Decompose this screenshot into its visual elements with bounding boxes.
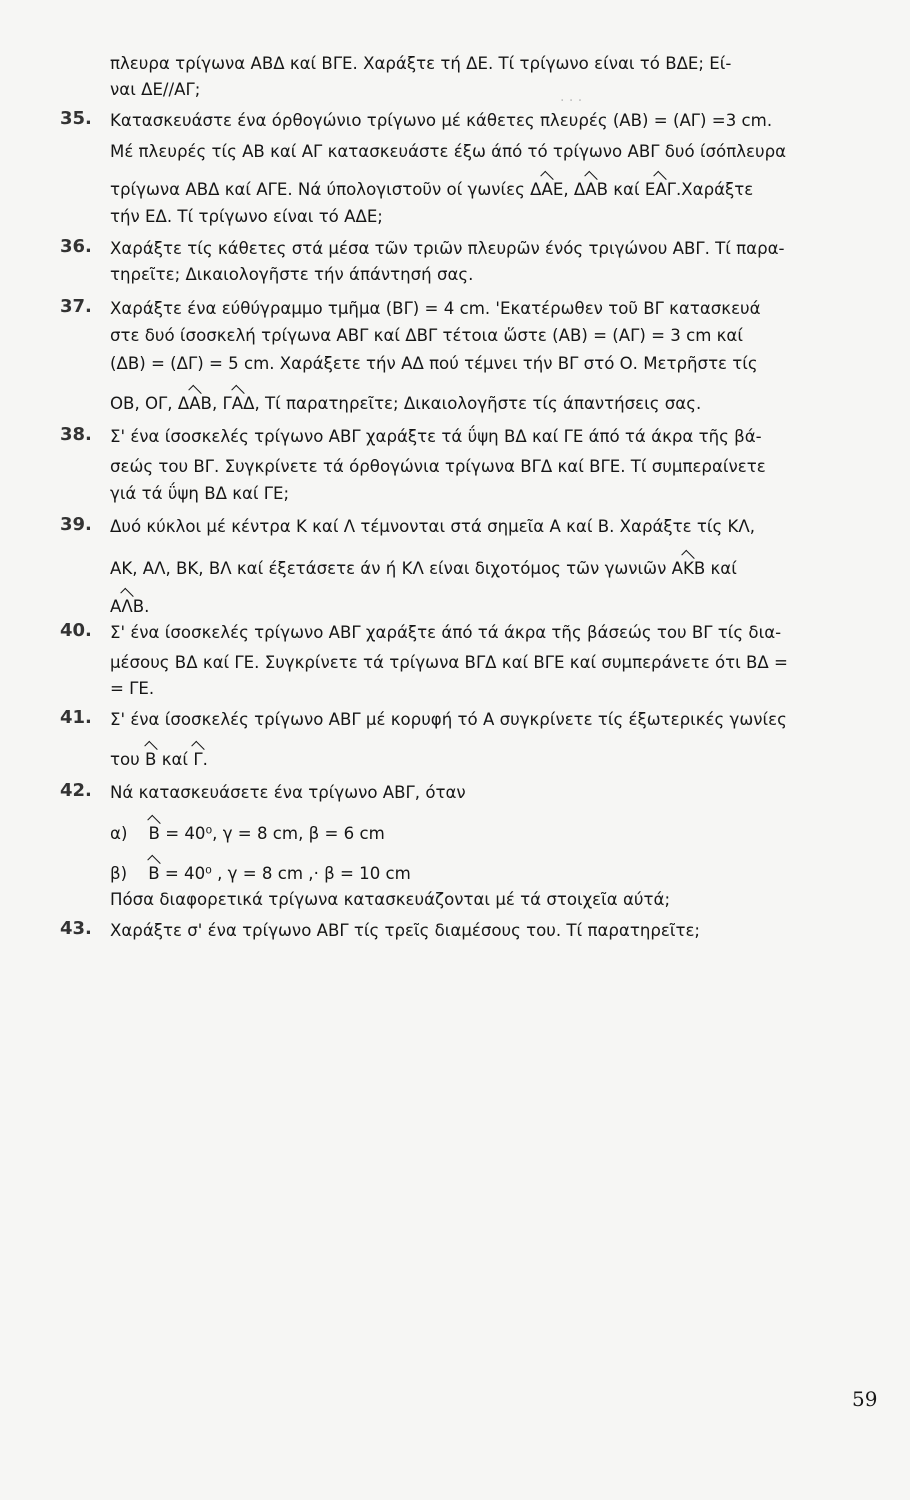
page-number: 59 [852,1387,878,1411]
text-line [110,557,880,581]
text-line: μέσους ΒΔ καί ΓΕ. Συγκρίνετε τά τρίγωνα ΒΓΔ καί ΒΓΕ καί συμπεράνετε ότι ΒΔ = [110,653,788,672]
angle-symbol: ΑΚΒ [672,557,706,581]
text-segment: . [144,597,150,616]
text-line: Σ' ένα ίσοσκελές τρίγωνο ΑΒΓ χαράξτε άπό τά άκρα τῆς βάσεώς του ΒΓ τίς δια- [110,623,782,642]
angle-symbol: ΔΑΒ [574,178,608,202]
angle-symbol: Γ [193,748,202,772]
exercise-number: 40. [60,620,92,641]
text-line: τήν ΕΔ. Τί τρίγωνο είναι τό ΑΔΕ; [110,207,383,226]
angle-symbol: ΔΑΒ [178,392,212,416]
text-segment: ΑΚ, ΑΛ, ΒΚ, ΒΛ καί έξετάσετε άν ή ΚΛ είναι διχοτόμος τῶν γωνιῶν [110,559,672,578]
text-segment: . [202,750,208,769]
text-line [110,178,880,202]
text-segment: καί [156,750,194,769]
text-line: (ΔΒ) = (ΔΓ) = 5 cm. Χαράξετε τήν ΑΔ πού τέμνει τήν ΒΓ στό Ο. Μετρῆστε τίς [110,354,758,373]
text-segment: , Τί παρατηρεῖτε; Δικαιολογῆστε τίς άπαντήσεις σας. [254,394,702,413]
text-line [110,862,880,886]
exercise-number: 36. [60,236,92,257]
text-line: Μέ πλευρές τίς ΑΒ καί ΑΓ κατασκευάστε έξω άπό τό τρίγωνο ΑΒΓ δυό ίσόπλευρα [110,142,787,161]
text-segment: καί [705,559,737,578]
text-segment: του [110,750,146,769]
angle-symbol: ΔΑΕ [530,178,563,202]
text-segment: .Χαράξτε [675,180,754,199]
exercise-number: 38. [60,424,92,445]
angle-symbol: ΕΑΓ [645,178,676,202]
text-line: Νά κατασκευάσετε ένα τρίγωνο ΑΒΓ, όταν [110,783,466,802]
text-line: Δυό κύκλοι μέ κέντρα Κ καί Λ τέμνονται στά σημεῖα Α καί Β. Χαράξτε τίς ΚΛ, [110,517,756,536]
angle-symbol: Β [145,748,156,772]
text-line: στε δυό ίσοσκελή τρίγωνα ΑΒΓ καί ΔΒΓ τέτοια ὥστε (ΑΒ) = (ΑΓ) = 3 cm καί [110,326,743,345]
text-line: Χαράξτε σ' ένα τρίγωνο ΑΒΓ τίς τρεῖς διαμέσους του. Τί παρατηρεῖτε; [110,921,701,940]
exercise-number: 39. [60,514,92,535]
exercise-number: 35. [60,108,92,129]
exercise-number: 37. [60,296,92,317]
text-segment: ΟΒ, ΟΓ, [110,394,178,413]
angle-symbol: Β [149,822,160,846]
show-through-text: · · · [560,93,583,109]
text-line [110,392,880,416]
text-line: Κατασκευάστε ένα όρθογώνιο τρίγωνο μέ κάθετες πλευρές (ΑΒ) = (ΑΓ) =3 cm. [110,111,773,130]
text-segment: , [211,394,223,413]
text-line: Χαράξτε ένα εύθύγραμμο τμῆμα (ΒΓ) = 4 cm. 'Εκατέρωθεν τοῦ ΒΓ κατασκευά [110,299,761,318]
angle-symbol: ΑΛΒ [110,595,144,619]
text-line: πλευρα τρίγωνα ΑΒΔ καί ΒΓΕ. Χαράξτε τή ΔΕ. Τί τρίγωνο είναι τό ΒΔΕ; Εί- [110,54,732,73]
text-line: γιά τά ΰψη ΒΔ καί ΓΕ; [110,484,290,503]
text-line: ναι ΔΕ//ΑΓ; [110,80,201,99]
text-line: τηρεῖτε; Δικαιολογῆστε τήν άπάντησή σας. [110,265,474,284]
text-segment: , [563,180,574,199]
item-label: α) [110,824,128,843]
angle-symbol: ΓΑΔ [223,392,255,416]
text-segment: = 40⁰ , γ = 8 cm ,· β = 10 cm [159,864,411,883]
exercise-number: 41. [60,707,92,728]
text-line: Χαράξτε τίς κάθετες στά μέσα τῶν τριῶν πλευρῶν ένός τριγώνου ΑΒΓ. Τί παρα- [110,239,785,258]
text-segment: τρίγωνα ΑΒΔ καί ΑΓΕ. Νά ύπολογιστοῦν οί γωνίες [110,180,531,199]
text-line: Σ' ένα ίσοσκελές τρίγωνο ΑΒΓ χαράξτε τά ΰψη ΒΔ καί ΓΕ άπό τά άκρα τῆς βά- [110,427,762,446]
exercise-number: 43. [60,918,92,939]
text-line: = ΓΕ. [110,679,155,698]
text-line: Πόσα διαφορετικά τρίγωνα κατασκευάζονται μέ τά στοιχεῖα αύτά; [110,890,671,909]
text-segment: καί [608,180,645,199]
text-line: σεώς του ΒΓ. Συγκρίνετε τά όρθογώνια τρίγωνα ΒΓΔ καί ΒΓΕ. Τί συμπεραίνετε [110,457,766,476]
text-line [110,748,880,772]
text-line: Σ' ένα ίσοσκελές τρίγωνο ΑΒΓ μέ κορυφή τό Α συγκρίνετε τίς έξωτερικές γωνίες [110,710,787,729]
text-line [110,822,880,846]
angle-symbol: Β [148,862,159,886]
exercise-number: 42. [60,780,92,801]
item-label: β) [110,864,128,883]
text-line [110,595,880,619]
text-segment: = 40⁰, γ = 8 cm, β = 6 cm [159,824,385,843]
